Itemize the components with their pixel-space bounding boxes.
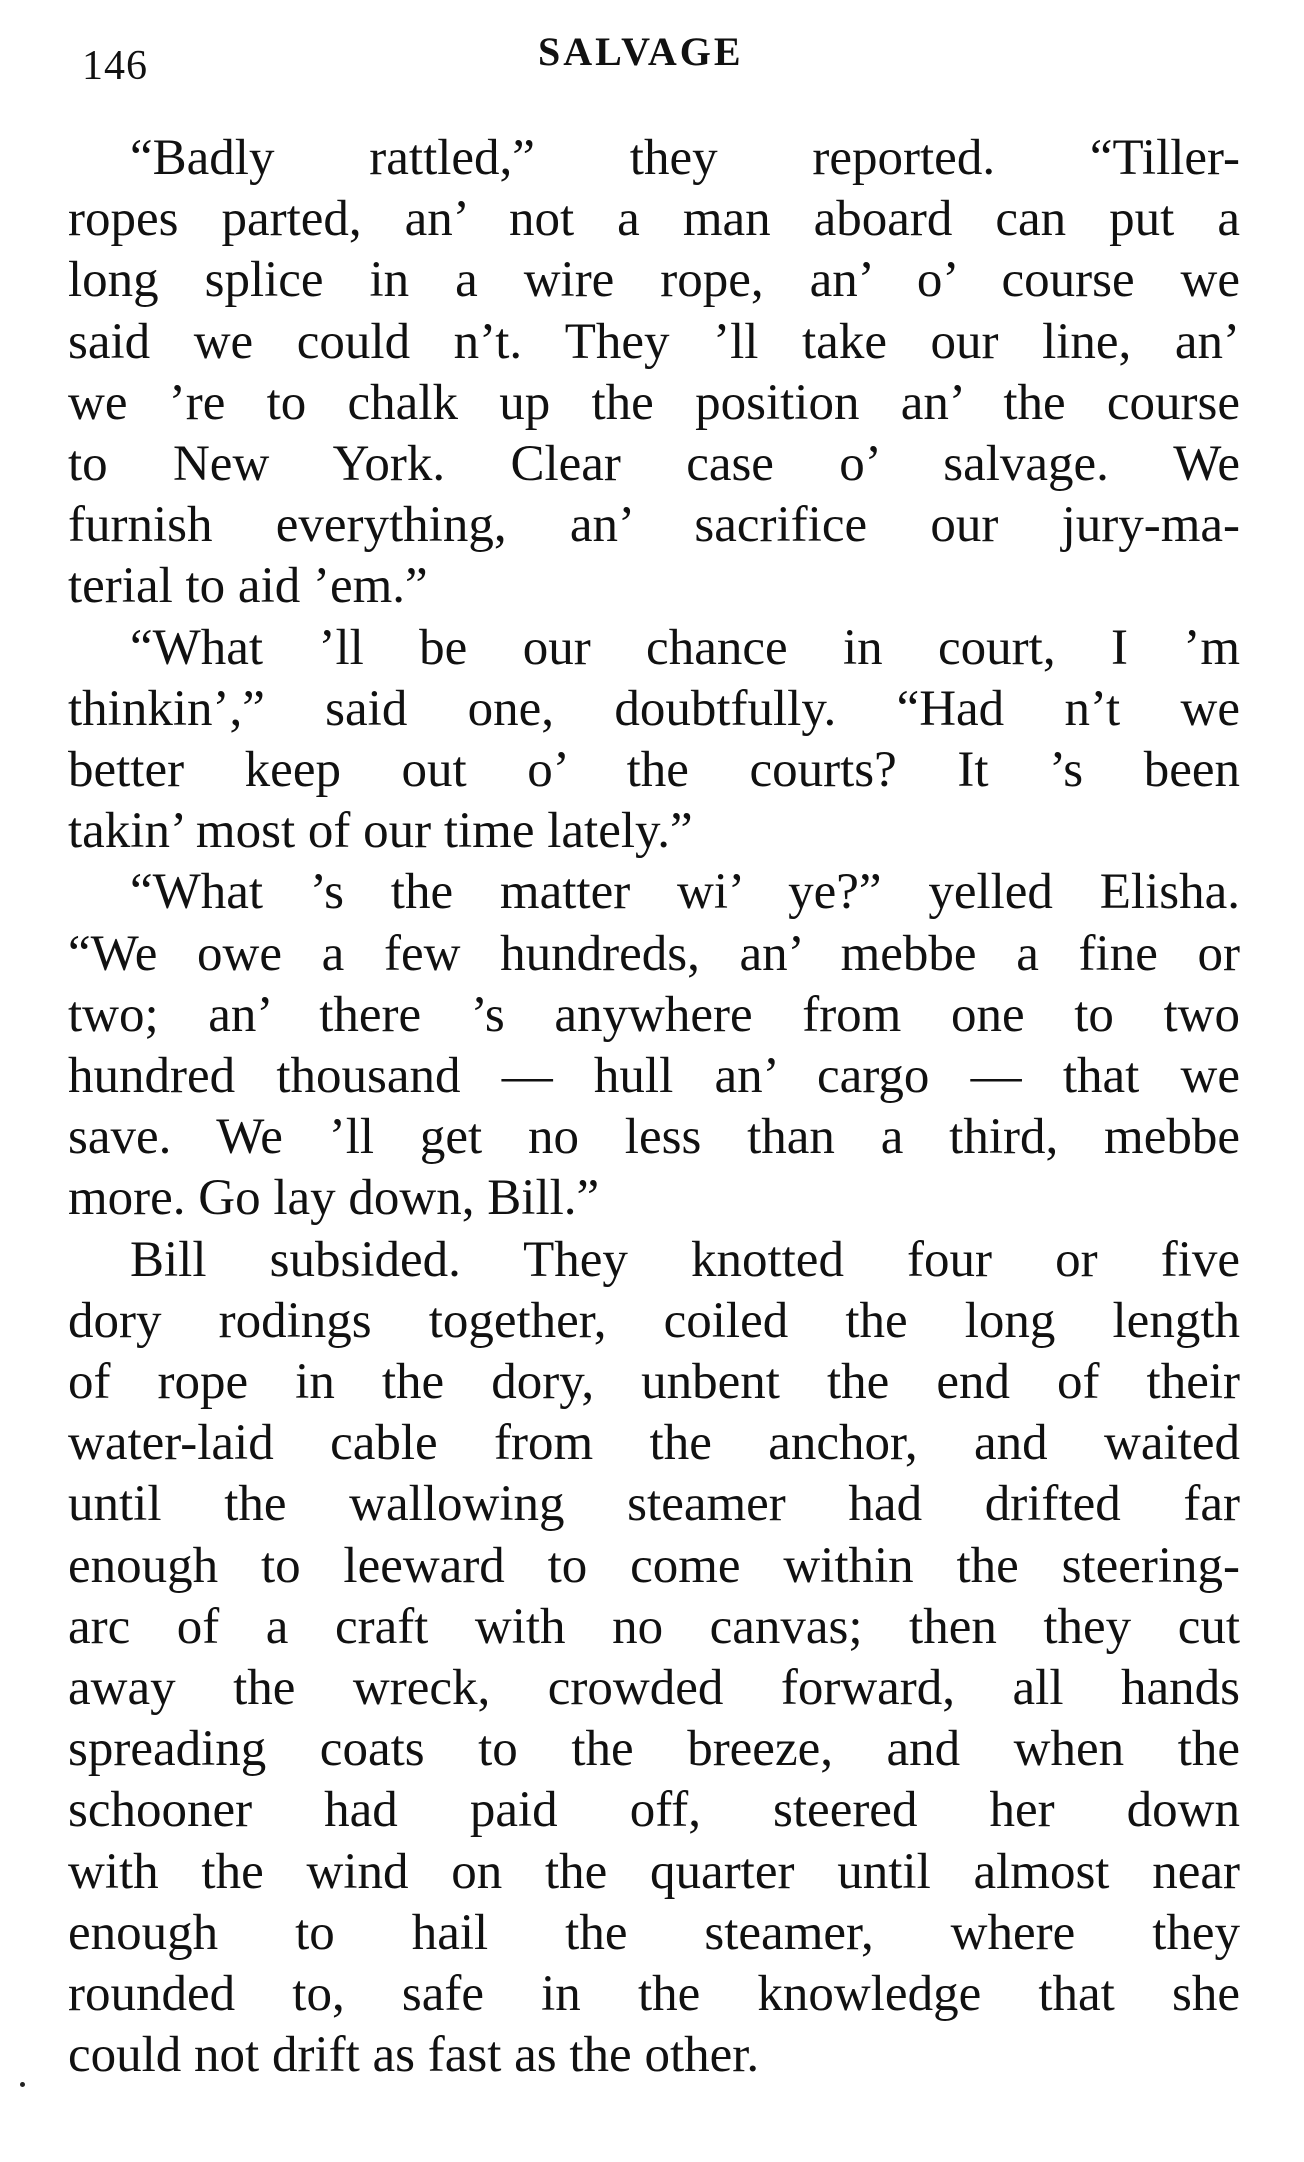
text-line: long splice in a wire rope, an’ o’ course we xyxy=(68,252,1240,309)
text-line: “What ’ll be our chance in court, I ’m xyxy=(130,619,1240,676)
text-line: hundred thousand — hull an’ cargo — that we xyxy=(68,1048,1240,1105)
text-line: terial to aid ’em.” xyxy=(68,558,428,615)
text-line: better keep out o’ the courts? It ’s been xyxy=(68,742,1240,799)
text-line: until the wallowing steamer had drifted far xyxy=(68,1476,1240,1533)
text-line: Bill subsided. They knotted four or five xyxy=(130,1231,1240,1288)
text-line: thinkin’,” said one, doubtfully. “Had n’t we xyxy=(68,680,1240,737)
text-line: with the wind on the quarter until almost near xyxy=(68,1843,1240,1900)
body-text xyxy=(68,128,1240,2087)
text-line: we ’re to chalk up the position an’ the course xyxy=(68,374,1240,431)
page-header xyxy=(68,22,1228,92)
text-line: “What ’s the matter wi’ ye?” yelled Elisha. xyxy=(130,864,1240,921)
text-line: water-laid cable from the anchor, and waited xyxy=(68,1415,1240,1472)
text-line: could not drift as fast as the other. xyxy=(68,2027,760,2084)
text-line: more. Go lay down, Bill.” xyxy=(68,1170,600,1227)
text-line: schooner had paid off, steered her down xyxy=(68,1782,1240,1839)
text-line: arc of a craft with no canvas; then they cut xyxy=(68,1598,1240,1655)
text-line: takin’ most of our time lately.” xyxy=(68,803,693,860)
running-head: SALVAGE xyxy=(538,29,744,74)
page-speck-mark xyxy=(20,2082,25,2087)
text-line: “Badly rattled,” they reported. “Tiller- xyxy=(130,130,1240,186)
text-line: spreading coats to the breeze, and when the xyxy=(68,1721,1240,1778)
text-line: said we could n’t. They ’ll take our line, an’ xyxy=(68,313,1240,370)
text-line: away the wreck, crowded forward, all hands xyxy=(68,1660,1240,1717)
text-line: two; an’ there ’s anywhere from one to two xyxy=(68,986,1240,1043)
text-line: “We owe a few hundreds, an’ mebbe a fine or xyxy=(68,925,1240,982)
text-line: enough to leeward to come within the steering- xyxy=(68,1537,1240,1594)
text-line: furnish everything, an’ sacrifice our jury-ma- xyxy=(68,497,1240,554)
text-line: rounded to, safe in the knowledge that she xyxy=(68,1966,1240,2023)
text-line: ropes parted, an’ not a man aboard can put a xyxy=(68,191,1240,248)
text-line: of rope in the dory, unbent the end of their xyxy=(68,1354,1240,1411)
page-number: 146 xyxy=(82,43,148,89)
text-line: dory rodings together, coiled the long length xyxy=(68,1292,1240,1349)
text-line: enough to hail the steamer, where they xyxy=(68,1904,1240,1961)
text-line: save. We ’ll get no less than a third, mebbe xyxy=(68,1109,1240,1166)
text-line: to New York. Clear case o’ salvage. We xyxy=(68,436,1240,493)
